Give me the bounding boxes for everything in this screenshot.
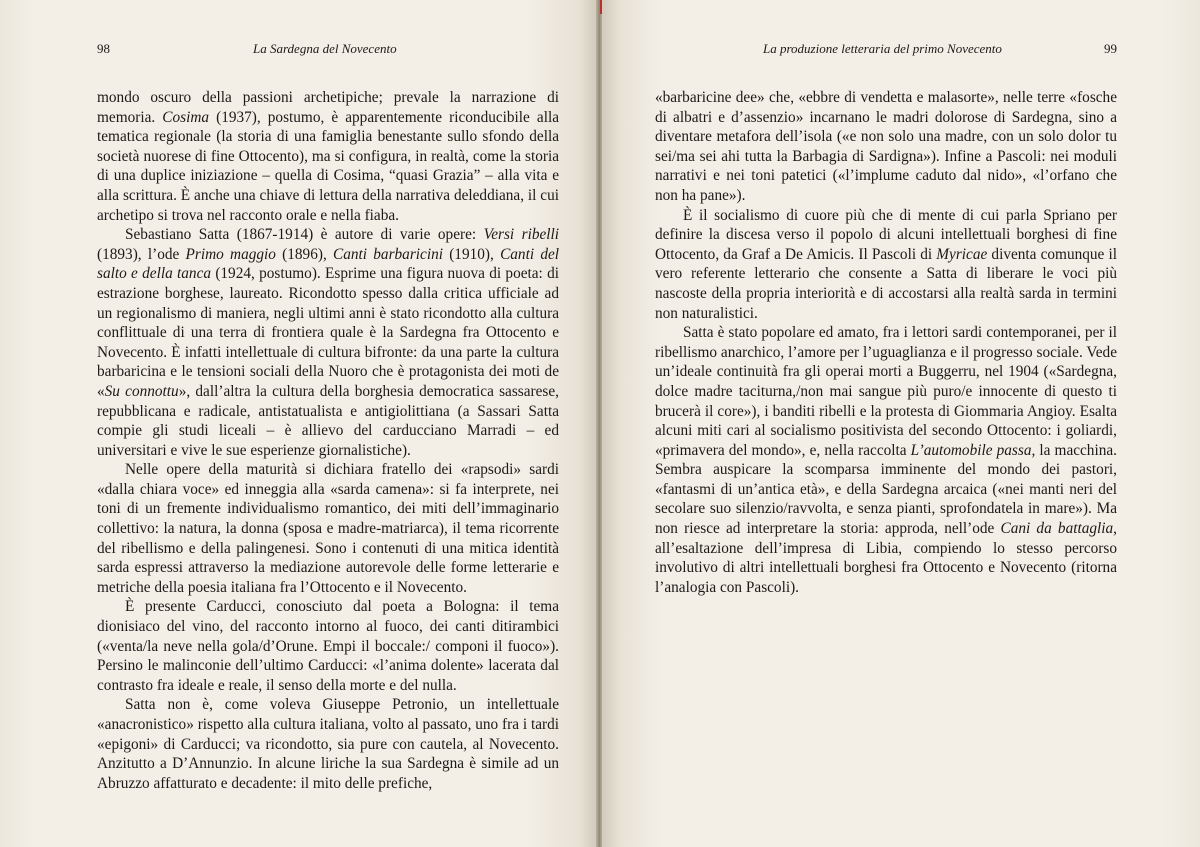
right-body-text xyxy=(655,88,1117,597)
right-page xyxy=(602,0,1200,847)
paragraph: mondo oscuro della passioni archetipiche; prevale la narrazione di memoria. Cosima (1937), postumo, è apparentemente riconducibile alla tematica regionale (la storia di una famiglia benestante sullo sfondo della società nuorese di fine Ottocento), ma si configura, in realtà, come la storia di una duplice iniziazione – quella di Cosima, “quasi Grazia” – alla vita e alla scrittura. È anche una chiave di lettura della narrativa deleddiana, il cui archetipo si trova nel racconto orale e nella fiaba. xyxy=(97,89,559,224)
page-number: 99 xyxy=(1104,41,1117,56)
left-body-text xyxy=(97,88,559,793)
left-page xyxy=(0,0,598,847)
paragraph: Nelle opere della maturità si dichiara fratello dei «rapsodi» sardi «dalla chiara voce» ed inneggia alla «sarda camena»: si fa interprete, nei toni di un fremente individualismo romantico, dei miti dell’immaginario collettivo: la natura, la donna (sposa e madre-matriarca), il tema ricorrente del ribellismo e della palingenesi. Sono i contenuti di una mitica identità sarda espressi attraverso la mediazione autorevole delle forme letterarie e metriche della poesia italiana fra l’Ottocento e il Novecento. xyxy=(97,461,559,596)
paragraph: Satta non è, come voleva Giuseppe Petronio, un intellettuale «anacronistico» rispetto alla cultura italiana, volto al passato, uno fra i tardi «epigoni» di Carducci; va ricondotto, sia pure con cautela, al Novecento. Anzitutto a D’Annunzio. In alcune liriche la sua Sardegna è simile ad un Abruzzo affatturato e decadente: il mito delle prefiche, xyxy=(97,696,559,792)
paragraph: Sebastiano Satta (1867-1914) è autore di varie opere: Versi ribelli (1893), l’ode Primo maggio (1896), Canti barbaricini (1910), Canti del salto e della tanca (1924, postumo). Esprime una figura nuova di poeta: di estrazione borghese, laureato. Ricondotto spesso dalla critica ufficiale ad un regionalismo di maniera, negli ultimi anni è stato ricondotto alla cultura conflittuale di una terra di frontiera quale è la Sardegna fra Ottocento e Novecento. È infatti intellettuale di cultura bifronte: da una parte la cultura barbaricina e le tensioni sociali della Nuoro che è protagonista dei moti de «Su connottu», dall’altra la cultura della borghesia democratica sassarese, repubblicana e radicale, antistatualista e antigiolittiana (a Sassari Satta compie gli studi liceali – è allievo del carducciano Marradi – ed universitari e vive le sue esperienze giornalistiche). xyxy=(97,226,560,459)
paragraph: «barbaricine dee» che, «ebbre di vendetta e malasorte», nelle terre «fosche di albatri e d’assenzio» incarnano le madri dolorose di Sardegna, sino a diventare metafora dell’isola («e non solo una madre, con un solo dolor tu sei/ma sei ahi tutta la Barbagia di Sardigna»). Infine a Pascoli: nei moduli narrativi e nei toni patetici («l’implume caduto dal nido», «l’orfano che non ha pane»). xyxy=(655,89,1117,204)
paragraph: È il socialismo di cuore più che di mente di cui parla Spriano per definire la discesa verso il popolo di alcuni intellettuali borghesi di fine Ottocento, da Graf a De Amicis. Il Pascoli di Myricae diventa comunque il vero referente letterario che consente a Satta di liberare le voci più nascoste della propria interiorità e di accostarsi alla realtà sarda in termini non naturalistici. xyxy=(655,206,1117,322)
paragraph: Satta è stato popolare ed amato, fra i lettori sardi contemporanei, per il ribellismo anarchico, l’amore per l’uguaglianza e il progresso sociale. Vede un’ideale continuità fra gli operai morti a Buggerru, nel 1904 («Sardegna, dolce madre taciturna,/non mai sangue più puro/e innocente di questo ti brucerà il core»), i banditi ribelli e la protesta di Giommaria Angioy. Esalta alcuni miti cari al socialismo positivista del secondo Ottocento: i goliardi, «primavera del mondo», e, nella raccolta L’automobile passa, la macchina. Sembra auspicare la scomparsa imminente del mondo dei pastori, «fantasmi di un’antica età», e della Sardegna arcaica («nei manti neri del secolare suo silenzio/ravvolta, e senza pianti, sprofondatela in mare»). Ma non riesce ad interpretare la storia: approda, nell’ode Cani da battaglia, all’esaltazione dell’impresa di Libia, compiendo lo stesso percorso involutivo di altri intellettuali borghesi fra Ottocento e Novecento (ritorna l’analogia con Pascoli). xyxy=(655,324,1117,596)
running-head: La Sardegna del Novecento xyxy=(253,41,397,56)
running-head: La produzione letteraria del primo Novecento xyxy=(763,41,1002,56)
paragraph: È presente Carducci, conosciuto dal poeta a Bologna: il tema dionisiaco del vino, del racconto intorno al fuoco, dei canti ditirambici («venta/la neve nella gola/d’Orune. Empi il boccale:/ componi il fuoco»). Persino le malinconie dell’ultimo Carducci: «l’anima dolente» lacerata dal contrasto fra ideale e reale, il senso della morte e del nulla. xyxy=(97,598,559,694)
page-number: 98 xyxy=(97,41,110,56)
